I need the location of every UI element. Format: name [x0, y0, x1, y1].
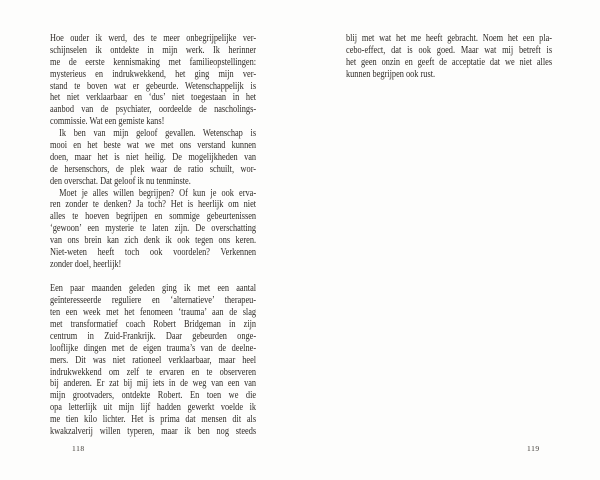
text-line: mijn grootvaders, ontdekte Robert. En toen we die	[50, 390, 257, 402]
page-right-text-block	[346, 33, 552, 81]
text-line: Een paar maanden geleden ging ik met een aantal	[50, 283, 257, 295]
text-line: Niet-weten heeft toch ook voordelen? Verkennen	[50, 247, 257, 259]
paragraph	[50, 283, 256, 438]
text-line: kunnen begrijpen ook rust.	[346, 68, 436, 80]
paragraph	[346, 33, 552, 81]
paragraph	[50, 188, 256, 271]
text-line: looflijke dingen met de eigen trauma’s van de deelne-	[50, 342, 257, 354]
paragraph	[50, 33, 256, 128]
text-line: zonder doel, heerlijk!	[50, 258, 122, 270]
text-line: de hersenschors, de plek waar de ratio schuilt, wor-	[50, 163, 257, 175]
text-line: met transformatief coach Robert Bridgeman in zijn	[50, 318, 257, 330]
text-line: opa letterlijk uit mijn lijf hadden gewerkt voelde ik	[50, 402, 257, 414]
text-line: het geen onzin en geeft de acceptatie dat we niet alles	[346, 56, 553, 68]
text-line: blij met wat het me heeft gebracht. Noem het een pla-	[346, 33, 553, 44]
text-line: mers. Dit was niet rationeel verklaarbaar, maar heel	[50, 354, 257, 366]
text-line: centrum in Zuid-Frankrijk. Daar gebeurden onge-	[50, 330, 257, 342]
text-line: me de eerste kennismaking met familieopstellingen:	[50, 56, 257, 68]
text-line: cebo-effect, dat is ook goed. Maar wat mij betreft is	[346, 44, 553, 56]
text-line: ten een week met het fenomeen ‘trauma’ aan de slag	[50, 307, 257, 319]
page-left-text-block	[50, 33, 256, 438]
text-line: doen, maar het is niet heilig. De mogelijkheden van	[50, 151, 257, 163]
text-line: den overschat. Dat geloof ik nu tenminste.	[50, 175, 191, 187]
text-line: commissie. Wat een gemiste kans!	[50, 116, 165, 128]
text-line: ‘gewoon’ een mysterie te laten zijn. De overschatting	[50, 223, 257, 235]
page-left-number: 118	[72, 444, 85, 453]
text-line: mysterieus en indrukwekkend, het ging mijn ver-	[50, 68, 257, 80]
paragraph	[50, 128, 256, 187]
text-line: Hoe ouder ik werd, des te meer onbegrijpelijke ver-	[50, 33, 257, 44]
text-line: bij anderen. Er zat bij mij iets in de weg van een van	[50, 378, 257, 390]
text-line: indrukwekkend om zelf te ervaren en te observeren	[50, 366, 257, 378]
text-line: geïnteresseerde reguliere en ‘alternatieve’ therapeu-	[50, 295, 257, 307]
page-right-number: 119	[527, 444, 540, 453]
text-line: alles te hoeven begrijpen en sommige gebeurtenissen	[50, 211, 257, 223]
text-line: van ons brein kan zich denk ik ook tegen ons keren.	[50, 235, 257, 247]
text-line: Moet je alles willen begrijpen? Of kun je ook erva-	[59, 187, 257, 199]
text-line: mooi en het beste wat we met ons verstand kunnen	[50, 140, 257, 152]
text-line: kwakzalverij willen typeren, maar ik ben nog steeds	[50, 426, 257, 437]
text-line: ren zonder te denken? Ja toch? Het is heerlijk om niet	[50, 199, 257, 211]
text-line: Ik ben van mijn geloof gevallen. Wetenschap is	[59, 128, 257, 140]
text-line: stand te boven wat er gebeurde. Wetenschappelijk is	[50, 80, 257, 92]
text-line: aanbod van de psychiater, oordeelde de nascholings-	[50, 104, 257, 116]
text-line: me tien kilo lichter. Het is prima dat mensen dit als	[50, 414, 257, 426]
text-line: het niet verklaarbaar en ‘dus’ niet toegestaan in het	[50, 92, 257, 104]
text-line: schijnselen ik ontdekte in mijn werk. Ik herinner	[50, 44, 257, 56]
